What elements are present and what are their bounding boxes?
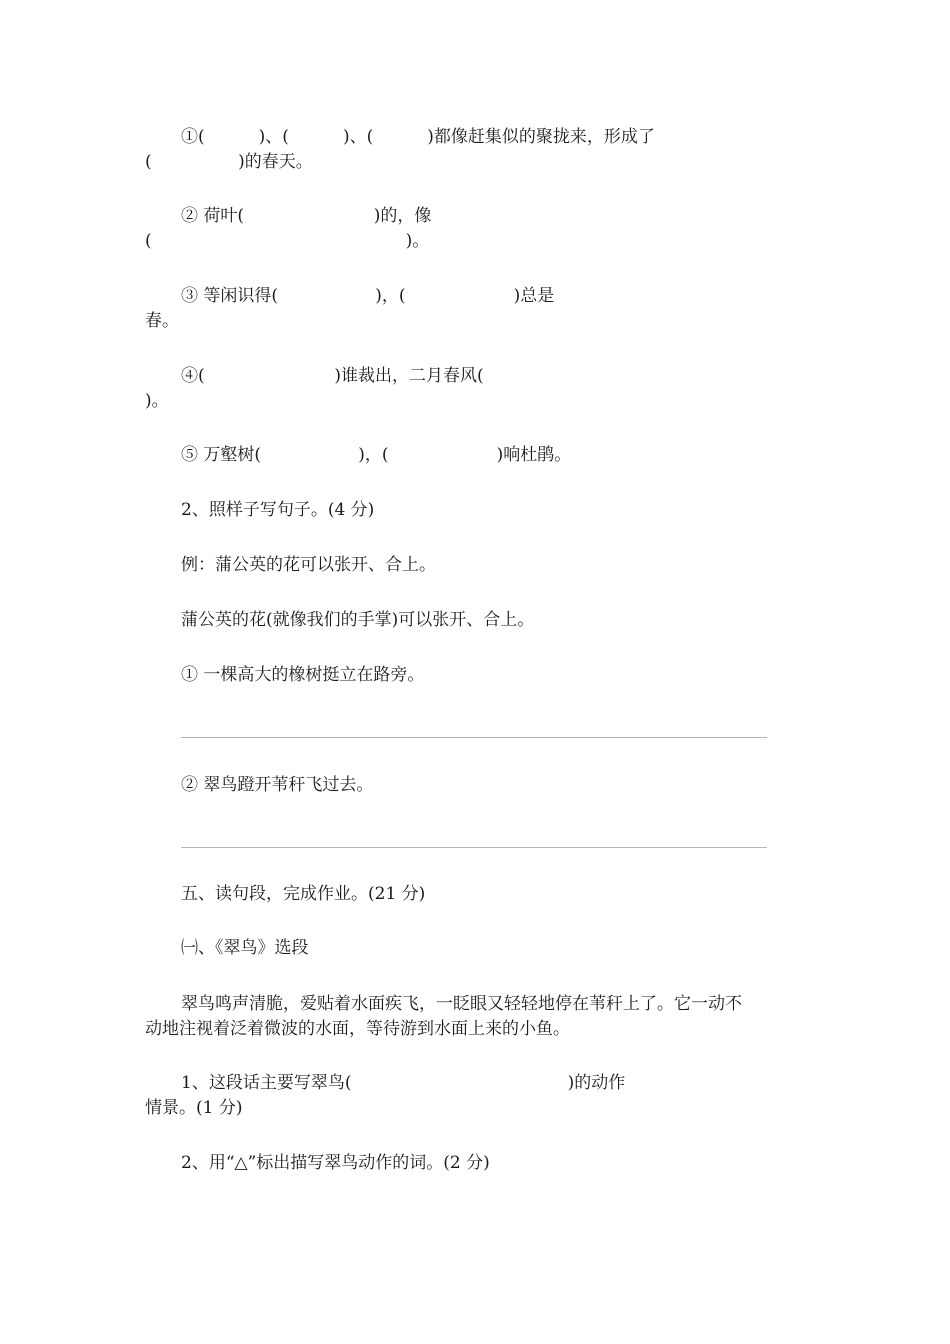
q1-item5-line1: ⑤ 万壑树( )，( )响杜鹃。 xyxy=(181,445,572,465)
q1-item4-line2: )。 xyxy=(145,391,169,411)
q1-item4-line1: ④( )谁裁出，二月春风( xyxy=(181,366,484,386)
q2-example-answer: 蒲公英的花(就像我们的手掌)可以张开、合上。 xyxy=(181,610,535,630)
answer-line-2[interactable] xyxy=(181,847,767,848)
section5-q1-line2: 情景。(1 分) xyxy=(145,1098,243,1118)
q1-item2-line1: ② 荷叶( )的，像 xyxy=(181,206,432,226)
section5-q2: 2、用“△”标出描写翠鸟动作的词。(2 分) xyxy=(181,1153,490,1173)
q1-item1-line2: ( )的春天。 xyxy=(145,152,313,172)
q2-item2: ② 翠鸟蹬开苇秆飞过去。 xyxy=(181,775,374,795)
q1-item2-line2: ( )。 xyxy=(145,231,430,251)
section5-sub-heading: ㈠、《翠鸟》选段 xyxy=(181,938,309,958)
q2-item1: ① 一棵高大的橡树挺立在路旁。 xyxy=(181,665,425,685)
q2-example: 例：蒲公英的花可以张开、合上。 xyxy=(181,555,436,575)
section5-q1-line1: 1、这段话主要写翠鸟( )的动作 xyxy=(181,1073,626,1093)
q1-item3-line2: 春。 xyxy=(145,311,179,331)
passage-line-1: 翠鸟鸣声清脆，爱贴着水面疾飞，一眨眼又轻轻地停在苇秆上了。它一动不 xyxy=(181,994,742,1014)
q2-heading: 2、照样子写句子。(4 分) xyxy=(181,500,375,520)
passage-line-2: 动地注视着泛着微波的水面，等待游到水面上来的小鱼。 xyxy=(145,1019,570,1039)
q1-item1-line1: ①( )、( )、( )都像赶集似的聚拢来，形成了 xyxy=(181,127,655,147)
q1-item3-line1: ③ 等闲识得( )，( )总是 xyxy=(181,286,555,306)
answer-line-1[interactable] xyxy=(181,737,767,738)
section5-heading: 五、读句段，完成作业。(21 分) xyxy=(181,884,426,904)
